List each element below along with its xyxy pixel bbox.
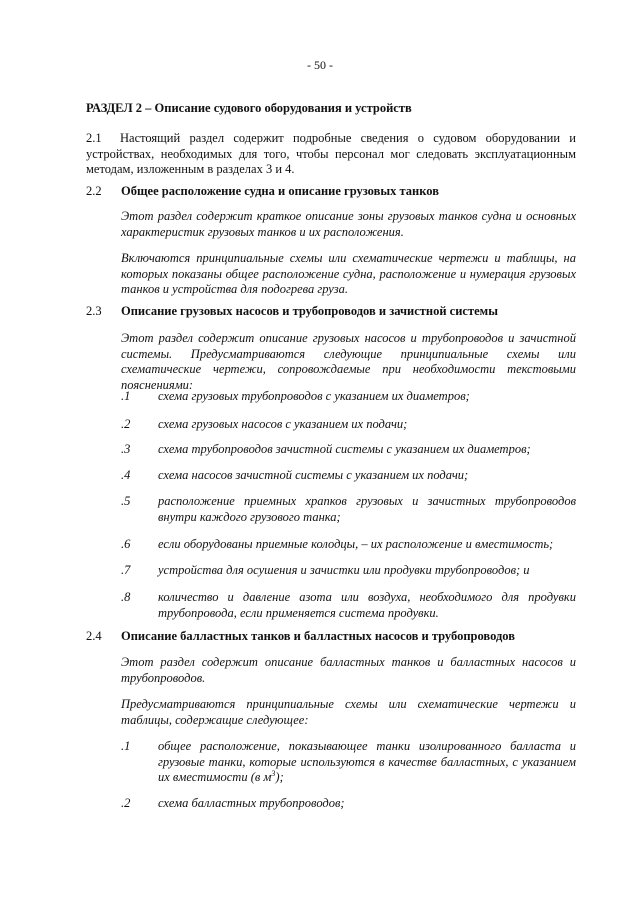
list-item-text: схема балластных трубопроводов;: [158, 796, 345, 810]
list-item-number: .2: [121, 417, 131, 431]
list-item-number: .2: [121, 796, 131, 810]
list-item-text: количество и давление азота или воздуха, необходимого для продувки трубопровода, если применяется система продувки.: [158, 590, 576, 620]
list-item-number: .1: [121, 739, 131, 753]
list-item-text: схема грузовых насосов с указанием их подачи;: [158, 417, 408, 431]
list-item-text: схема насосов зачистной системы с указанием их подачи;: [158, 468, 469, 482]
list-item-number: .3: [121, 442, 131, 456]
section-2-1-text: Настоящий раздел содержит подробные сведения о судовом оборудовании и устройствах, необходимых для того, чтобы персонал мог следовать эксплуатационным методам, изложенным в разделах 3 и 4.: [86, 131, 576, 176]
section-number-2-4: 2.4: [86, 629, 102, 643]
list-item-number: .5: [121, 494, 131, 508]
list-item-text: расположение приемных храпков грузовых и зачистных трубопроводов внутри каждого грузового танка;: [158, 494, 576, 524]
section-2-2-paragraph-1: Этот раздел содержит краткое описание зоны грузовых танков судна и основных характеристик грузовых танков и их расположения.: [121, 209, 576, 239]
section-2-3-intro: Этот раздел содержит описание грузовых насосов и трубопроводов и зачистной системы. Предусматриваются следующие принципиальные схемы или схематические чертежи, сопровождаемые при необходимости текстовыми пояснениями:: [121, 331, 576, 392]
section-2-3-title: Описание грузовых насосов и трубопроводов и зачистной системы: [121, 304, 498, 318]
section-2-2-title: Общее расположение судна и описание грузовых танков: [121, 184, 439, 198]
section-number-2-2: 2.2: [86, 184, 102, 198]
list-item-number: .1: [121, 389, 131, 403]
list-item-number: .4: [121, 468, 131, 482]
section-2-2-paragraph-2: Включаются принципиальные схемы или схематические чертежи и таблицы, на которых показаны общее расположение судна, расположение и нумерация грузовых танков и устройства для подогрева груза.: [121, 251, 576, 296]
list-item-text: схема трубопроводов зачистной системы с указанием их диаметров;: [158, 442, 531, 456]
list-item-number: .8: [121, 590, 131, 604]
list-item-number: .7: [121, 563, 131, 577]
section-number-2-3: 2.3: [86, 304, 102, 318]
section-2-4-paragraph-2: Предусматриваются принципиальные схемы или схематические чертежи и таблицы, содержащие следующее:: [121, 697, 576, 727]
part-title: РАЗДЕЛ 2 – Описание судового оборудования и устройств: [86, 101, 412, 115]
section-2-4-title: Описание балластных танков и балластных насосов и трубопроводов: [121, 629, 516, 643]
page-number: - 50 -: [307, 58, 333, 72]
list-item-text: общее расположение, показывающее танки изолированного балласта и грузовые танки, которые используются в качестве балластных, с указанием их вместимости (в $м^3$);: [158, 739, 576, 784]
list-item-text: устройства для осушения и зачистки или продувки трубопроводов; и: [158, 563, 530, 577]
list-item-text: схема грузовых трубопроводов с указанием их диаметров;: [158, 389, 470, 403]
list-item-text: если оборудованы приемные колодцы, – их расположение и вместимость;: [158, 537, 554, 551]
section-2-4-paragraph-1: Этот раздел содержит описание балластных танков и балластных насосов и трубопроводов.: [121, 655, 576, 685]
list-item-number: .6: [121, 537, 131, 551]
section-number-2-1: 2.1: [86, 131, 102, 145]
